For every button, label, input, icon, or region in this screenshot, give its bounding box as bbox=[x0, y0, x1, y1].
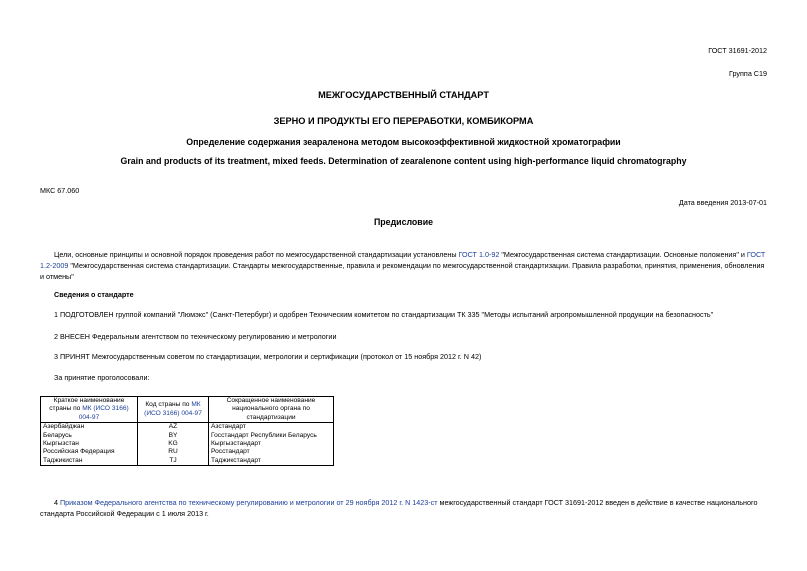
table-row bbox=[41, 432, 334, 440]
item-1: 1 ПОДГОТОВЛЕН группой компаний "Люмэкс" (Санкт-Петербург) и одобрен Техническим комитетом по стандартизации ТК 335 "Методы испытаний агропромышленной продукции на безопасность" bbox=[54, 310, 714, 319]
country-cell: Таджикистан bbox=[41, 457, 138, 466]
item-4 bbox=[40, 497, 768, 519]
code-cell: TJ bbox=[138, 457, 209, 466]
foreword-text-2: "Межгосударственная система стандартизации. Основные положения" и bbox=[499, 250, 747, 259]
col-country-text: Краткое наименование страны по bbox=[49, 397, 125, 413]
subtitle-en: Grain and products of its treatment, mixed feeds. Determination of zearalenone content using high-performance liquid chromatography bbox=[120, 156, 687, 166]
country-cell: Кыргызстан bbox=[41, 440, 138, 448]
mk-iso-link-2[interactable]: МК (ИСО 3166) 004-97 bbox=[144, 401, 202, 417]
prikaz-link[interactable]: Приказом Федерального агентства по техническому регулированию и метрологии от 29 ноября 2012 г. N 1423-ст bbox=[60, 498, 438, 507]
country-cell: Азербайджан bbox=[41, 423, 138, 432]
code-cell: KG bbox=[138, 440, 209, 448]
voted-label: За принятие проголосовали: bbox=[54, 373, 150, 382]
mk-iso-link-1[interactable]: МК (ИСО 3166) 004-97 bbox=[78, 405, 129, 421]
gost-1-0-92-link[interactable]: ГОСТ 1.0-92 bbox=[458, 250, 500, 259]
table-header-row bbox=[41, 397, 334, 423]
body-cell: Росстандарт bbox=[209, 448, 334, 456]
interstate-title: МЕЖГОСУДАРСТВЕННЫЙ СТАНДАРТ bbox=[318, 90, 489, 100]
country-cell: Беларусь bbox=[41, 432, 138, 440]
gost-number: ГОСТ 31691-2012 bbox=[708, 46, 767, 55]
code-cell: AZ bbox=[138, 423, 209, 432]
table-row bbox=[41, 423, 334, 432]
main-title: ЗЕРНО И ПРОДУКТЫ ЕГО ПЕРЕРАБОТКИ, КОМБИКОРМА bbox=[273, 116, 534, 126]
body-cell: Госстандарт Республики Беларусь bbox=[209, 432, 334, 440]
item-2: 2 ВНЕСЕН Федеральным агентством по техническому регулированию и метрологии bbox=[54, 332, 337, 341]
body-cell: Кыргызстандарт bbox=[209, 440, 334, 448]
gost-1-2-2009-link[interactable]: ГОСТ 1.2-2009 bbox=[40, 250, 766, 270]
info-heading: Сведения о стандарте bbox=[54, 290, 134, 299]
foreword-text-1: Цели, основные принципы и основной порядок проведения работ по межгосударственной стандартизации установлены bbox=[54, 250, 459, 259]
code-cell: BY bbox=[138, 432, 209, 440]
col-body-header: Сокращенное наименование национального органа по стандартизации bbox=[209, 397, 334, 423]
table-row bbox=[41, 457, 334, 466]
body-cell: Таджикстандарт bbox=[209, 457, 334, 466]
item-3: 3 ПРИНЯТ Межгосударственным советом по стандартизации, метрологии и сертификации (протокол от 15 ноября 2012 г. N 42) bbox=[54, 352, 482, 361]
col-code-header bbox=[138, 397, 209, 423]
foreword-text-3: "Межгосударственная система стандартизации. Стандарты межгосударственные, правила и рекомендации по межгосударственной стандартизации. Правила разработки, принятия, применения, обновления и отмены" bbox=[40, 261, 765, 281]
subtitle-ru: Определение содержания зеараленона методом высокоэффективной жидкостной хроматографии bbox=[186, 137, 621, 147]
table-row bbox=[41, 448, 334, 456]
col-code-text: Код страны по bbox=[145, 401, 192, 409]
item-4-text: межгосударственный стандарт ГОСТ 31691-2012 введен в действие в качестве национального стандарта Российской Федерации с 1 июля 2013 г. bbox=[40, 498, 758, 518]
item-4-number: 4 bbox=[54, 498, 60, 507]
foreword-heading: Предисловие bbox=[373, 217, 434, 227]
body-cell: Азстандарт bbox=[209, 423, 334, 432]
col-country-header bbox=[41, 397, 138, 423]
code-cell: RU bbox=[138, 448, 209, 456]
intro-date: Дата введения 2013-07-01 bbox=[678, 198, 767, 207]
states-table bbox=[40, 396, 334, 466]
group-label: Группа С19 bbox=[729, 69, 767, 78]
mks-code: МКС 67.060 bbox=[40, 186, 80, 195]
country-cell: Российская Федерация bbox=[41, 448, 138, 456]
foreword-paragraph bbox=[40, 249, 768, 282]
